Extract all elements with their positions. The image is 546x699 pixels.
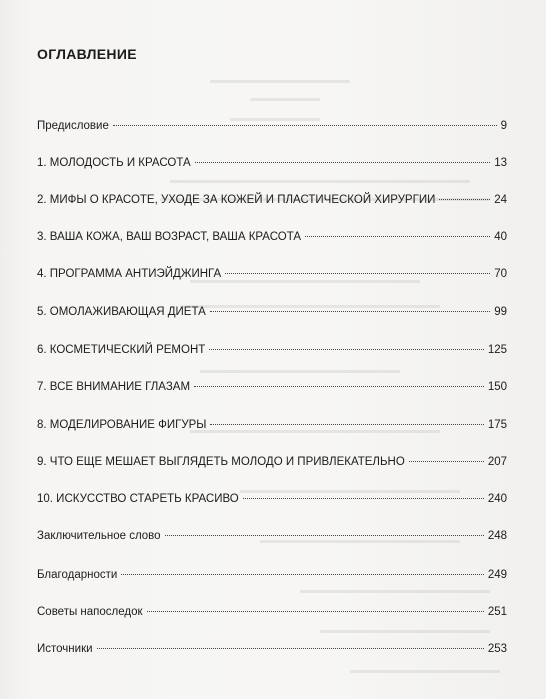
- toc-entry-title: 1. МОЛОДОСТЬ И КРАСОТА: [37, 157, 191, 169]
- dot-leader: [409, 460, 484, 462]
- toc-entry-title: 7. ВСЕ ВНИМАНИЕ ГЛАЗАМ: [37, 381, 191, 393]
- toc-entry-page: 13: [494, 157, 507, 169]
- toc-entry: [37, 344, 507, 362]
- toc-entry-page: 9: [500, 120, 507, 132]
- toc-entry: [37, 306, 507, 324]
- toc-entry: [37, 231, 507, 249]
- dot-leader: [209, 348, 484, 350]
- toc-entry-title: Заключительное слово: [37, 530, 161, 542]
- dot-leader: [195, 161, 491, 163]
- dot-leader: [305, 235, 490, 237]
- toc-entry-title: 9. ЧТО ЕЩЕ МЕШАЕТ ВЫГЛЯДЕТЬ МОЛОДО И ПРИВЛЕКАТЕЛЬНО: [37, 456, 405, 468]
- toc-entry: [37, 643, 507, 661]
- toc-entry-page: 240: [487, 493, 507, 505]
- toc-entry-page: 251: [487, 606, 507, 618]
- toc-entry: [37, 268, 507, 286]
- toc-entry-page: 99: [494, 306, 507, 318]
- toc-entry-title: 2. МИФЫ О КРАСОТЕ, УХОДЕ ЗА КОЖЕЙ И ПЛАСТИЧЕСКОЙ ХИРУРГИИ: [37, 194, 436, 206]
- toc-entry-page: 24: [494, 194, 507, 206]
- toc-entry: [37, 493, 507, 511]
- toc-entry-title: 6. КОСМЕТИЧЕСКИЙ РЕМОНТ: [37, 344, 206, 356]
- dot-leader: [121, 573, 484, 575]
- toc-entry-title: 4. ПРОГРАММА АНТИЭЙДЖИНГА: [37, 268, 222, 280]
- toc-entry-title: Источники: [37, 643, 93, 655]
- toc-entry-page: 253: [487, 643, 507, 655]
- toc-entry-title: 3. ВАША КОЖА, ВАШ ВОЗРАСТ, ВАША КРАСОТА: [37, 231, 302, 243]
- toc-entry-page: 249: [487, 569, 507, 581]
- dot-leader: [225, 272, 490, 274]
- dot-leader: [210, 423, 483, 425]
- dot-leader: [439, 198, 490, 200]
- dot-leader: [165, 534, 484, 536]
- toc-entry: [37, 419, 507, 437]
- toc-entry-title: 5. ОМОЛАЖИВАЮЩАЯ ДИЕТА: [37, 306, 206, 318]
- toc-entry-title: 8. МОДЕЛИРОВАНИЕ ФИГУРЫ: [37, 419, 207, 431]
- toc-entry: [37, 194, 507, 212]
- dot-leader: [113, 124, 497, 126]
- toc-entry-title: Советы напоследок: [37, 606, 143, 618]
- toc-heading: ОГЛАВЛЕНИЕ: [37, 46, 137, 62]
- toc-entry-page: 125: [487, 344, 507, 356]
- toc-entry: [37, 530, 507, 548]
- toc-entry-page: 40: [494, 231, 507, 243]
- dot-leader: [210, 310, 490, 312]
- toc-entry: [37, 606, 507, 624]
- dot-leader: [194, 385, 484, 387]
- toc-entry: [37, 157, 507, 175]
- toc-entry: [37, 120, 507, 138]
- toc-entry-page: 248: [487, 530, 507, 542]
- toc-entry: [37, 381, 507, 399]
- toc-entry-page: 70: [494, 268, 507, 280]
- dot-leader: [243, 497, 484, 499]
- dot-leader: [97, 647, 484, 649]
- toc-entry-page: 150: [487, 381, 507, 393]
- dot-leader: [147, 610, 484, 612]
- toc-entry: [37, 569, 507, 587]
- toc-entry-page: 207: [487, 456, 507, 468]
- toc-entry-title: Предисловие: [37, 120, 109, 132]
- toc-entry-page: 175: [487, 419, 507, 431]
- toc-entry: [37, 456, 507, 474]
- toc-entry-title: 10. ИСКУССТВО СТАРЕТЬ КРАСИВО: [37, 493, 239, 505]
- toc-entry-title: Благодарности: [37, 569, 118, 581]
